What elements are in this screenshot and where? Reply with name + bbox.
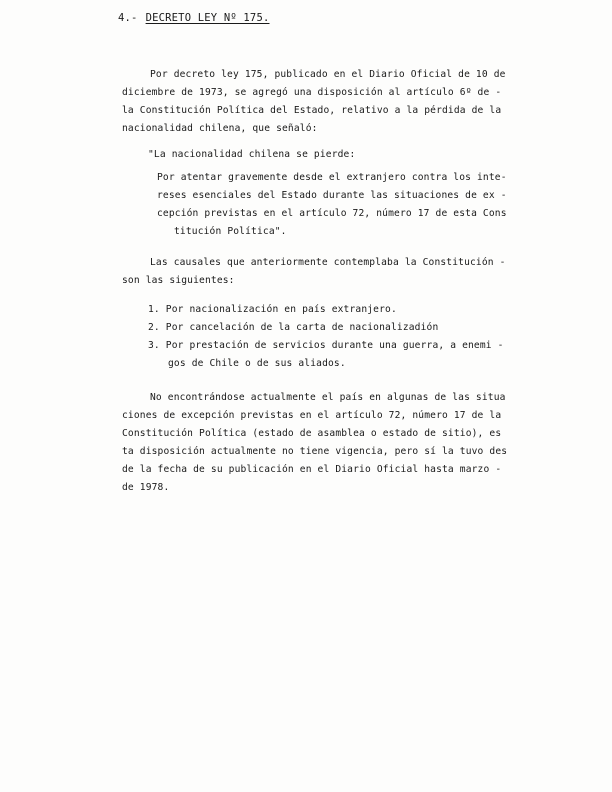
paragraph-3-line-4: ta disposición actualmente no tiene vigencia, pero sí la tuvo des — [122, 446, 508, 457]
quote-line-3: cepción previstas en el artículo 72, número 17 de esta Cons — [157, 208, 507, 219]
paragraph-3-line-5: de la fecha de su publicación en el Diario Oficial hasta marzo - — [122, 464, 502, 475]
quote-line-4: titución Política". — [174, 226, 287, 237]
list-item-3: 3. Por prestación de servicios durante una guerra, a enemi - — [148, 340, 504, 351]
paragraph-3-line-2: ciones de excepción previstas en el artículo 72, número 17 de la — [122, 410, 502, 421]
list-item-2: 2. Por cancelación de la carta de nacionalizadión — [148, 322, 439, 333]
paragraph-3-line-1: No encontrándose actualmente el país en algunas de las situa — [150, 392, 506, 403]
paragraph-1-line-3: la Constitución Política del Estado, relativo a la pérdida de la — [122, 105, 502, 116]
section-number: 4.- — [118, 12, 138, 24]
quote-line-1: Por atentar gravemente desde el extranjero contra los inte- — [157, 172, 507, 183]
quote-intro: "La nacionalidad chilena se pierde: — [148, 149, 356, 160]
quote-line-2: reses esenciales del Estado durante las situaciones de ex - — [157, 190, 507, 201]
paragraph-1-line-1: Por decreto ley 175, publicado en el Diario Oficial de 10 de — [150, 69, 506, 80]
list-item-3-continuation: gos de Chile o de sus aliados. — [168, 358, 346, 369]
paragraph-2-line-2: son las siguientes: — [122, 275, 235, 286]
list-item-1: 1. Por nacionalización en país extranjero. — [148, 304, 397, 315]
section-title: DECRETO LEY Nº 175. — [145, 12, 270, 24]
paragraph-3-line-6: de 1978. — [122, 482, 170, 493]
paragraph-2-line-1: Las causales que anteriormente contemplaba la Constitución - — [150, 257, 506, 268]
paragraph-1-line-2: diciembre de 1973, se agregó una disposición al artículo 6º de - — [122, 87, 502, 98]
paragraph-1-line-4: nacionalidad chilena, que señaló: — [122, 123, 318, 134]
paragraph-3-line-3: Constitución Política (estado de asamblea o estado de sitio), es — [122, 428, 502, 439]
section-heading — [118, 12, 270, 24]
